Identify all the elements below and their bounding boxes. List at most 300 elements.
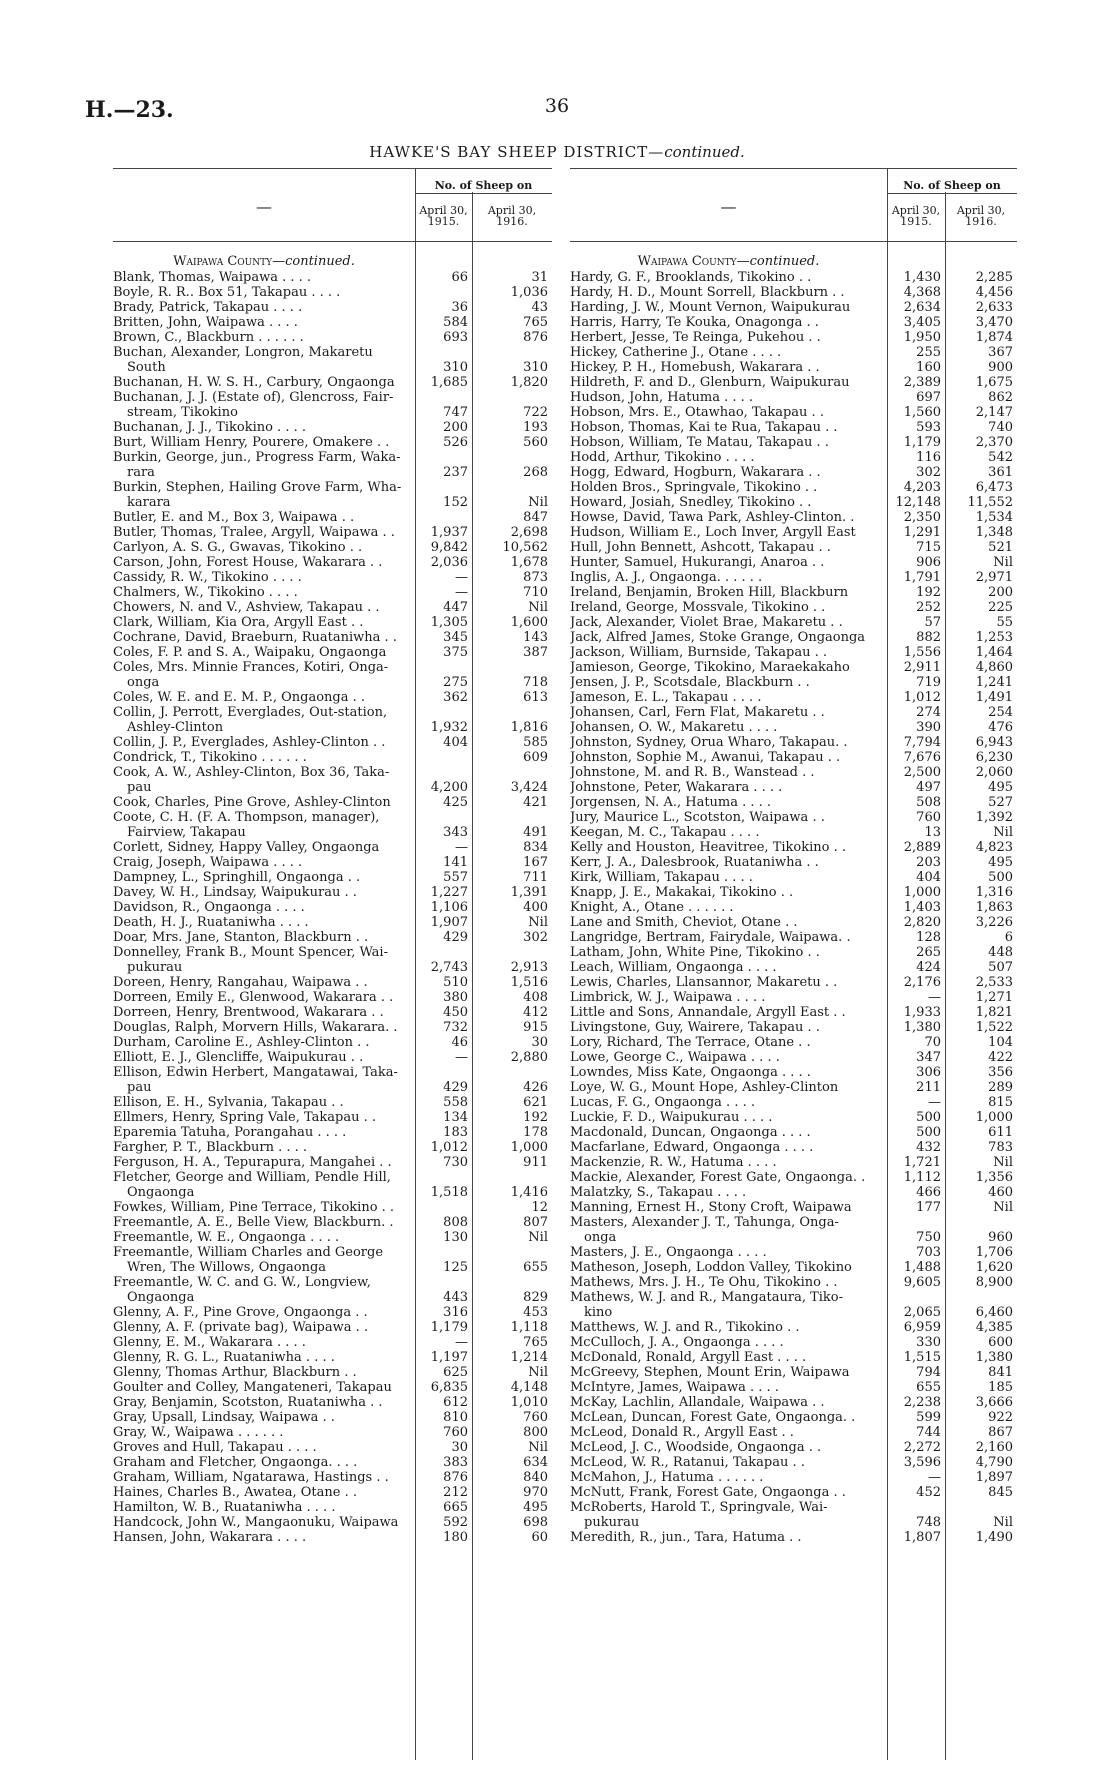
table-row	[570, 960, 1017, 975]
table-row	[113, 840, 552, 855]
owner-name-line1: Kerr, J. A., Dalesbrook, Ruataniwha . .	[570, 855, 819, 870]
owner-name	[113, 1500, 415, 1515]
owner-name	[113, 855, 415, 870]
owner-name-line1: Langridge, Bertram, Fairydale, Waipawa. .	[570, 930, 851, 945]
table-row	[113, 645, 552, 660]
sheep-1916: 11,552	[967, 495, 1013, 510]
table-row	[570, 855, 1017, 870]
owner-name-line1: Lucas, F. G., Ongaonga . . . .	[570, 1095, 755, 1110]
owner-name-line1: Hudson, William E., Loch Inver, Argyll East	[570, 525, 856, 540]
owner-name	[570, 1005, 887, 1020]
table-row	[570, 285, 1017, 300]
sheep-1915: 66	[451, 270, 468, 285]
table-row	[570, 1425, 1017, 1440]
table-row	[570, 405, 1017, 420]
owner-name	[570, 1020, 887, 1035]
sheep-1916: 185	[988, 1380, 1013, 1395]
owner-name-line2: rara	[127, 465, 155, 480]
owner-name	[113, 765, 415, 795]
sheep-1915: 1,305	[430, 615, 468, 630]
table-row	[570, 720, 1017, 735]
owner-name	[570, 660, 887, 675]
table-row	[113, 450, 552, 480]
owner-name-line1: Haines, Charles B., Awatea, Otane . .	[113, 1485, 357, 1500]
owner-name-line1: Howard, Josiah, Snedley, Tikokino . .	[570, 495, 812, 510]
sheep-1916: 915	[523, 1020, 548, 1035]
table-row	[570, 1455, 1017, 1470]
sheep-1915: 1,012	[430, 1140, 468, 1155]
owner-name-line1: Collin, J. Perrott, Everglades, Out-station,	[113, 705, 388, 720]
owner-name	[570, 1155, 887, 1170]
sheep-1916: 542	[988, 450, 1013, 465]
sheep-1915: 876	[443, 1470, 468, 1485]
table-row	[570, 1170, 1017, 1185]
sheep-1916: 1,821	[975, 1005, 1013, 1020]
owner-name-line1: Hardy, H. D., Mount Sorrell, Blackburn . .	[570, 285, 845, 300]
owner-name-line1: Jamieson, George, Tikokino, Maraekakaho	[570, 660, 850, 675]
table-row	[570, 1155, 1017, 1170]
table-row	[570, 315, 1017, 330]
table-row	[570, 870, 1017, 885]
owner-name	[570, 360, 887, 375]
sheep-1915: 719	[916, 675, 941, 690]
sheep-1916: 3,424	[510, 780, 548, 795]
table-row	[570, 1275, 1017, 1290]
owner-name-line2: pau	[127, 1080, 152, 1095]
sheep-1916: 698	[523, 1515, 548, 1530]
sheep-1915: 703	[916, 1245, 941, 1260]
table-row	[570, 765, 1017, 780]
owner-name-line2: onga	[584, 1230, 617, 1245]
sheep-1916: 765	[523, 1335, 548, 1350]
owner-name-line1: Cassidy, R. W., Tikokino . . . .	[113, 570, 302, 585]
sheep-1915: 432	[916, 1140, 941, 1155]
table-row	[113, 345, 552, 375]
table-row	[113, 1140, 552, 1155]
owner-name-line1: Ireland, Benjamin, Broken Hill, Blackburn	[570, 585, 849, 600]
sheep-1915: 1,515	[903, 1350, 941, 1365]
owner-name-line2: kino	[584, 1305, 613, 1320]
table-row	[113, 1200, 552, 1215]
sheep-1915: 2,065	[903, 1305, 941, 1320]
sheep-1915: 152	[443, 495, 468, 510]
sheep-1915: 310	[443, 360, 468, 375]
owner-name-line1: Mathews, W. J. and R., Mangataura, Tiko-	[570, 1290, 844, 1305]
owner-name-line1: Hobson, William, Te Matau, Takapau . .	[570, 435, 829, 450]
table-row	[570, 1380, 1017, 1395]
sheep-1915: 665	[443, 1500, 468, 1515]
owner-name	[113, 750, 415, 765]
right-table-body	[570, 270, 1017, 1545]
owner-name	[570, 825, 887, 840]
owner-name-line1: McLeod, J. C., Woodside, Ongaonga . .	[570, 1440, 822, 1455]
owner-name	[570, 1140, 887, 1155]
owner-name-line1: Mackenzie, R. W., Hatuma . . . .	[570, 1155, 777, 1170]
table-row	[570, 1185, 1017, 1200]
owner-name	[113, 810, 415, 840]
owner-name-line1: Howse, David, Tawa Park, Ashley-Clinton. .	[570, 510, 855, 525]
owner-name-line1: Leach, William, Ongaonga . . . .	[570, 960, 777, 975]
sheep-1916: 807	[523, 1215, 548, 1230]
sheep-1916: 495	[523, 1500, 548, 1515]
owner-name-line1: Coles, W. E. and E. M. P., Ongaonga . .	[113, 690, 365, 705]
owner-name-line1: Davey, W. H., Lindsay, Waipukurau . .	[113, 885, 357, 900]
owner-name	[113, 900, 415, 915]
sheep-1916: 4,790	[975, 1455, 1013, 1470]
owner-name	[113, 915, 415, 930]
sheep-1916: 1,897	[975, 1470, 1013, 1485]
column-rule	[415, 168, 416, 1760]
owner-name-line1: Kelly and Houston, Heavitree, Tikokino . .	[570, 840, 846, 855]
table-row	[570, 345, 1017, 360]
sheep-1916: 3,666	[975, 1395, 1013, 1410]
sheep-1916: 970	[523, 1485, 548, 1500]
table-row	[570, 900, 1017, 915]
sheep-1916: 2,370	[975, 435, 1013, 450]
owner-name-line1: Masters, J. E., Ongaonga . . . .	[570, 1245, 767, 1260]
table-row	[570, 690, 1017, 705]
owner-name-line1: Kirk, William, Takapau . . . .	[570, 870, 753, 885]
owner-name	[570, 1260, 887, 1275]
sheep-1916: 6,230	[975, 750, 1013, 765]
sheep-1916: 6,943	[975, 735, 1013, 750]
table-row	[570, 540, 1017, 555]
sheep-1915: 13	[924, 825, 941, 840]
sheep-1916: 1,706	[975, 1245, 1013, 1260]
sheep-1915: 744	[916, 1425, 941, 1440]
owner-name	[570, 285, 887, 300]
owner-name-line2: pukurau	[127, 960, 183, 975]
sheep-1915: 70	[924, 1035, 941, 1050]
sheep-1916: 2,880	[510, 1050, 548, 1065]
owner-name	[570, 1530, 887, 1545]
sheep-1915: 7,676	[903, 750, 941, 765]
table-row	[113, 1095, 552, 1110]
table-row	[570, 705, 1017, 720]
column-rule	[472, 192, 473, 1760]
sheep-1916: 143	[523, 630, 548, 645]
header-dash: —	[720, 197, 737, 216]
table-row	[570, 735, 1017, 750]
sheep-1916: 1,036	[510, 285, 548, 300]
owner-name	[570, 675, 887, 690]
owner-name-line1: Macdonald, Duncan, Ongaonga . . . .	[570, 1125, 811, 1140]
table-row	[113, 735, 552, 750]
sheep-1916: 1,675	[975, 375, 1013, 390]
table-row	[113, 750, 552, 765]
owner-name	[570, 615, 887, 630]
owner-name	[113, 645, 415, 660]
owner-name	[113, 315, 415, 330]
owner-name	[113, 480, 415, 510]
owner-name	[113, 375, 415, 390]
owner-name	[570, 1035, 887, 1050]
sheep-1916: 2,633	[975, 300, 1013, 315]
sheep-1915: 212	[443, 1485, 468, 1500]
sheep-1915: —	[455, 570, 468, 585]
sheep-1915: 750	[916, 1230, 941, 1245]
owner-name	[570, 645, 887, 660]
owner-name	[570, 690, 887, 705]
owner-name	[570, 780, 887, 795]
owner-name-line1: Hudson, John, Hatuma . . . .	[570, 390, 754, 405]
owner-name-line1: Butler, E. and M., Box 3, Waipawa . .	[113, 510, 355, 525]
owner-name	[570, 975, 887, 990]
table-row	[570, 450, 1017, 465]
owner-name	[570, 1395, 887, 1410]
owner-name-line1: Brady, Patrick, Takapau . . . .	[113, 300, 303, 315]
sheep-1915: 362	[443, 690, 468, 705]
sheep-1916: 361	[988, 465, 1013, 480]
sheep-1916: Nil	[993, 1515, 1013, 1530]
owner-name-line1: Graham, William, Ngatarawa, Hastings . .	[113, 1470, 389, 1485]
owner-name	[570, 345, 887, 360]
sheep-1916: 1,820	[510, 375, 548, 390]
owner-name-line1: Johansen, Carl, Fern Flat, Makaretu . .	[570, 705, 825, 720]
sheep-1915: 128	[916, 930, 941, 945]
owner-name-line1: Buchanan, J. J., Tikokino . . . .	[113, 420, 306, 435]
table-row	[570, 495, 1017, 510]
sheep-1915: 1,791	[903, 570, 941, 585]
owner-name	[570, 1110, 887, 1125]
sheep-1916: 800	[523, 1425, 548, 1440]
sheep-1916: 491	[523, 825, 548, 840]
right-section-heading	[570, 254, 887, 269]
table-row	[570, 1260, 1017, 1275]
owner-name	[570, 1200, 887, 1215]
sheep-1916: 1,816	[510, 720, 548, 735]
sheep-1916: Nil	[993, 825, 1013, 840]
table-row	[570, 675, 1017, 690]
table-row	[113, 525, 552, 540]
sheep-1916: 1,491	[975, 690, 1013, 705]
owner-name	[113, 600, 415, 615]
owner-name	[113, 1365, 415, 1380]
owner-name-line1: Freemantle, W. C. and G. W., Longview,	[113, 1275, 371, 1290]
owner-name-line1: Jack, Alexander, Violet Brae, Makaretu . .	[570, 615, 843, 630]
sheep-1916: 2,060	[975, 765, 1013, 780]
sheep-1916: 765	[523, 315, 548, 330]
sheep-1915: 443	[443, 1290, 468, 1305]
owner-name	[113, 690, 415, 705]
sheep-1916: 356	[988, 1065, 1013, 1080]
sheep-1915: 747	[443, 405, 468, 420]
owner-name	[570, 735, 887, 750]
table-row	[570, 1500, 1017, 1530]
col-1915-line1: April 30,	[891, 204, 941, 217]
owner-name	[570, 1470, 887, 1485]
owner-name-line1: Hobson, Thomas, Kai te Rua, Takapau . .	[570, 420, 838, 435]
sheep-1916: 12	[531, 1200, 548, 1215]
owner-name-line1: Luckie, F. D., Waipukurau . . . .	[570, 1110, 773, 1125]
owner-name	[570, 1410, 887, 1425]
owner-name	[113, 1155, 415, 1170]
sheep-1916: 521	[988, 540, 1013, 555]
sheep-1916: 254	[988, 705, 1013, 720]
sheep-1915: 625	[443, 1365, 468, 1380]
table-row	[570, 555, 1017, 570]
sheep-1915: 882	[916, 630, 941, 645]
sheep-1915: 134	[443, 1110, 468, 1125]
table-row	[570, 1245, 1017, 1260]
owner-name-line1: Corlett, Sidney, Happy Valley, Ongaonga	[113, 840, 380, 855]
sheep-1915: 2,272	[903, 1440, 941, 1455]
table-row	[570, 390, 1017, 405]
owner-name	[570, 300, 887, 315]
table-row	[113, 855, 552, 870]
sheep-1915: 9,605	[903, 1275, 941, 1290]
sheep-1916: 634	[523, 1455, 548, 1470]
sheep-1916: Nil	[993, 1200, 1013, 1215]
table-row	[113, 990, 552, 1005]
sheep-1916: 4,385	[975, 1320, 1013, 1335]
table-row	[570, 1065, 1017, 1080]
owner-name-line1: Knight, A., Otane . . . . . .	[570, 900, 734, 915]
sheep-1916: 1,416	[510, 1185, 548, 1200]
owner-name	[570, 750, 887, 765]
sheep-1915: 500	[916, 1110, 941, 1125]
table-row	[113, 900, 552, 915]
table-row	[570, 990, 1017, 1005]
owner-name	[113, 345, 415, 375]
sheep-1915: 252	[916, 600, 941, 615]
table-row	[113, 1155, 552, 1170]
sheep-1915: 1,291	[903, 525, 941, 540]
owner-name	[113, 885, 415, 900]
column-rule	[945, 192, 946, 1760]
owner-name-line1: Coles, F. P. and S. A., Waipaku, Ongaonga	[113, 645, 387, 660]
owner-name-line1: Coles, Mrs. Minnie Frances, Kotiri, Onga-	[113, 660, 389, 675]
owner-name-line1: McGreevy, Stephen, Mount Erin, Waipawa	[570, 1365, 850, 1380]
table-row	[570, 1350, 1017, 1365]
owner-name	[113, 270, 415, 285]
table-row	[113, 555, 552, 570]
owner-name-line1: McLeod, Donald R., Argyll East . .	[570, 1425, 794, 1440]
table-row	[113, 1455, 552, 1470]
table-row	[113, 1470, 552, 1485]
owner-name-line1: Gray, W., Waipawa . . . . . .	[113, 1425, 284, 1440]
owner-name	[113, 705, 415, 735]
table-row	[570, 270, 1017, 285]
sheep-1916: 387	[523, 645, 548, 660]
table-row	[113, 615, 552, 630]
sheep-1915: 9,842	[430, 540, 468, 555]
sheep-1915: 316	[443, 1305, 468, 1320]
owner-name	[570, 435, 887, 450]
owner-name	[113, 975, 415, 990]
table-row	[570, 1005, 1017, 1020]
table-row	[113, 1320, 552, 1335]
sheep-1915: 693	[443, 330, 468, 345]
sheep-1915: 2,911	[903, 660, 941, 675]
table-row	[113, 1035, 552, 1050]
sheep-1916: 876	[523, 330, 548, 345]
sheep-1916: 3,226	[975, 915, 1013, 930]
sheep-1916: 600	[988, 1335, 1013, 1350]
sheep-1915: 760	[443, 1425, 468, 1440]
sheep-1915: —	[928, 1095, 941, 1110]
sheep-1916: 31	[531, 270, 548, 285]
owner-name	[570, 450, 887, 465]
sheep-1916: 1,678	[510, 555, 548, 570]
sheep-1916: 867	[988, 1425, 1013, 1440]
owner-name-line1: McRoberts, Harold T., Springvale, Wai-	[570, 1500, 828, 1515]
sheep-1915: 1,112	[903, 1170, 941, 1185]
table-row	[113, 315, 552, 330]
table-row	[113, 705, 552, 735]
sheep-1915: 1,907	[430, 915, 468, 930]
sheep-1916: 4,860	[975, 660, 1013, 675]
sheep-1915: 130	[443, 1230, 468, 1245]
col-1915-line2: 1915.	[427, 215, 460, 228]
table-row	[570, 795, 1017, 810]
owner-name-line1: Loye, W. G., Mount Hope, Ashley-Clinton	[570, 1080, 839, 1095]
sheep-1915: 383	[443, 1455, 468, 1470]
table-row	[570, 510, 1017, 525]
col-1915-heading	[415, 205, 472, 227]
sheep-1916: 847	[523, 510, 548, 525]
owner-name-line1: Douglas, Ralph, Morvern Hills, Wakarara. .	[113, 1020, 398, 1035]
owner-name	[570, 555, 887, 570]
sheep-1915: 330	[916, 1335, 941, 1350]
sheep-1916: 55	[996, 615, 1013, 630]
sheep-1916: 495	[988, 780, 1013, 795]
sheep-1915: 526	[443, 435, 468, 450]
column-rule	[887, 168, 888, 1760]
table-row	[113, 1050, 552, 1065]
sheep-1915: 1,556	[903, 645, 941, 660]
owner-name-line1: McCulloch, J. A., Ongaonga . . . .	[570, 1335, 784, 1350]
owner-name-line1: Knapp, J. E., Makakai, Tikokino . .	[570, 885, 794, 900]
owner-name	[113, 525, 415, 540]
sheep-1916: Nil	[528, 1440, 548, 1455]
owner-name	[570, 915, 887, 930]
sheep-1916: 1,874	[975, 330, 1013, 345]
owner-name-line1: McLean, Duncan, Forest Gate, Ongaonga. .	[570, 1410, 856, 1425]
sheep-1915: 1,012	[903, 690, 941, 705]
sheep-1916: 834	[523, 840, 548, 855]
owner-name-line1: McIntyre, James, Waipawa . . . .	[570, 1380, 779, 1395]
owner-name	[113, 330, 415, 345]
owner-name	[113, 1095, 415, 1110]
sheep-1915: 906	[916, 555, 941, 570]
table-row	[113, 1230, 552, 1245]
left-table-header	[113, 168, 552, 242]
owner-name	[570, 945, 887, 960]
owner-name-line1: Macfarlane, Edward, Ongaonga . . . .	[570, 1140, 814, 1155]
sheep-1916: 10,562	[502, 540, 548, 555]
sheep-1915: 794	[916, 1365, 941, 1380]
sheep-1916: Nil	[528, 1230, 548, 1245]
sheep-1916: 6	[1004, 930, 1013, 945]
sheep-1915: 429	[443, 930, 468, 945]
owner-name	[113, 1140, 415, 1155]
owner-name	[570, 1170, 887, 1185]
table-row	[113, 810, 552, 840]
sheep-1916: 1,392	[975, 810, 1013, 825]
owner-name-line1: Johansen, O. W., Makaretu . . . .	[570, 720, 778, 735]
sheep-1916: 2,971	[975, 570, 1013, 585]
owner-name	[570, 1215, 887, 1245]
sheep-1915: 141	[443, 855, 468, 870]
owner-name-line1: Blank, Thomas, Waipawa . . . .	[113, 270, 312, 285]
col-1916-line1: April 30,	[956, 204, 1006, 217]
sheep-1915: 255	[916, 345, 941, 360]
owner-name	[113, 1215, 415, 1230]
table-row	[113, 945, 552, 975]
sheep-1916: Nil	[528, 495, 548, 510]
owner-name-line1: Hull, John Bennett, Ashcott, Takapau . .	[570, 540, 831, 555]
